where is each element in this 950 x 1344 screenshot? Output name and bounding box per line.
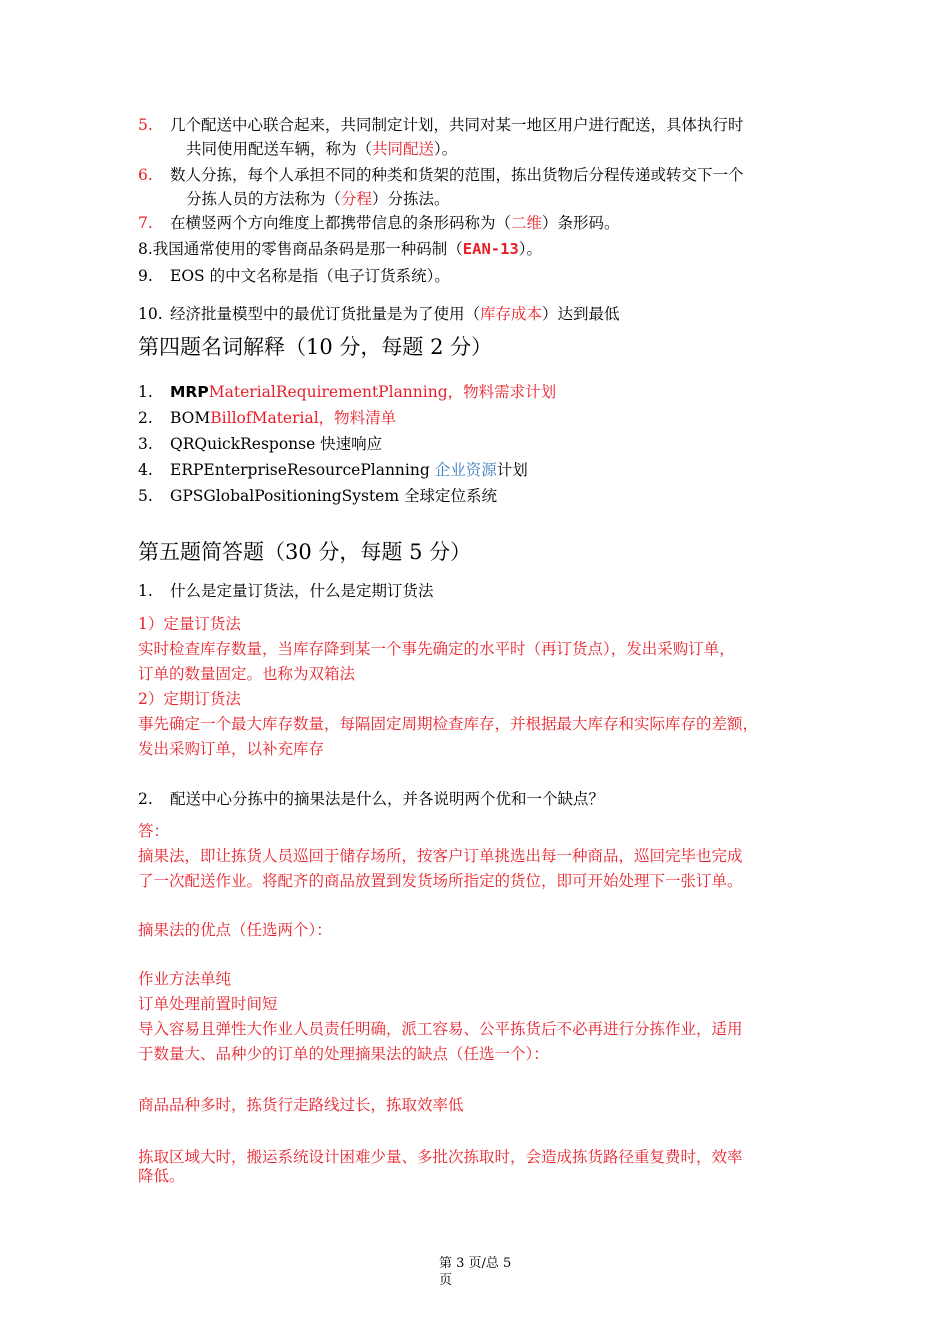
answer-text: EAN-13 [462,240,519,258]
answer-line: 于数量大、品种少的订单的处理摘果法的缺点（任选一个）： [138,1045,549,1063]
item-text: ）。 [518,240,543,258]
item-number: 2. [138,790,153,808]
item-number: 3. [138,435,153,453]
answer-line: 摘果法的优点（任选两个）： [138,921,332,939]
item-number: 2. [138,409,153,427]
item-text: 经济批量模型中的最优订货批量是为了使用（ [170,305,481,323]
answer-text: 分程 [341,190,373,208]
answer-line: 订单的数量固定。也称为双箱法 [138,665,356,683]
term-abbr: MRP [170,383,209,401]
term-abbr: BOM [170,409,211,427]
answer-text: 共同配送 [372,140,435,158]
term-text: GPSGlobalPositioningSystem 全球定位系统 [170,487,497,505]
answer-line: 实时检查库存数量，当库存降到某一个事先确定的水平时（再订货点），发出采购订单， [138,640,735,658]
item-text: ）。 [434,140,458,158]
question-1 [138,581,434,601]
answer-line: 摘果法，即让拣货人员巡回于储存场所，按客户订单挑选出每一种商品，巡回完毕也完成 [138,847,743,865]
item-number: 9. [138,267,153,285]
question-text: 什么是定量订货法，什么是定期订货法 [170,582,434,600]
answer-line: 2）定期订货法 [138,690,241,708]
item-number: 1. [138,582,153,600]
item-text: 共同使用配送车辆，称为（ [186,140,373,158]
item-number: 10. [138,305,163,323]
answer-text: 库存成本 [480,305,543,323]
item-text: 8.我国通常使用的零售商品条码是那一种码制（ [138,240,463,258]
term-item-4 [138,460,528,480]
term-item-1 [138,382,556,402]
term-item-2 [138,408,396,428]
fill-item-6-line2 [186,189,450,209]
answer-text: 二维 [511,214,543,232]
fill-item-5-line2 [186,139,457,159]
fill-item-10 [138,304,620,324]
item-text: EOS 的中文名称是指（电子订货系统）。 [170,267,450,285]
answer-line: 订单处理前置时间短 [138,995,278,1013]
term-item-3 [138,434,382,454]
term-definition: MaterialRequirementPlanning，物料需求计划 [208,383,557,401]
term-definition: BillofMaterial，物料清单 [210,409,397,427]
item-text: ）条形码。 [542,214,620,232]
term-text: ERPEnterpriseResourcePlanning [170,461,435,479]
term-link[interactable]: 企业资源 [434,461,497,479]
section-4-heading: 第四题名词解释（10 分，每题 2 分） [138,335,493,359]
item-text: 几个配送中心联合起来，共同制定计划，共同对某一地区用户进行配送，具体执行时 [170,116,744,134]
term-text: 计划 [496,461,528,479]
page-footer-line1: 第 3 页/总 5 [439,1256,512,1271]
item-text: 分拣人员的方法称为（ [186,190,342,208]
section-5-heading: 第五题简答题（30 分，每题 5 分） [138,540,472,564]
item-number: 6. [138,166,153,184]
answer-line: 答： [138,822,170,840]
answer-line: 1）定量订货法 [138,615,241,633]
item-text: ）达到最低 [542,305,620,323]
fill-item-9 [138,266,450,286]
answer-line: 拣取区域大时，搬运系统设计困难少量、多批次拣取时，会造成拣货路径重复费时，效率 [138,1148,743,1166]
answer-line: 降低。 [138,1167,185,1185]
question-text: 配送中心分拣中的摘果法是什么，并各说明两个优和一个缺点？ [170,790,605,808]
item-number: 1. [138,383,153,401]
item-text: 在横竖两个方向维度上都携带信息的条形码称为（ [170,214,512,232]
fill-item-7 [138,213,620,233]
question-2 [138,789,604,809]
item-number: 4. [138,461,153,479]
item-text: ）分拣法。 [372,190,450,208]
term-item-5 [138,486,497,506]
answer-line: 发出采购订单，以补充库存 [138,740,325,758]
answer-line: 了一次配送作业。将配齐的商品放置到发货场所指定的货位，即可开始处理下一张订单。 [138,872,743,890]
fill-item-6-line1 [138,165,744,185]
item-number: 7. [138,214,153,232]
fill-item-8 [138,239,542,259]
fill-item-5-line1 [138,115,744,135]
answer-line: 作业方法单纯 [138,970,232,988]
item-number: 5. [138,487,153,505]
page-footer-line2: 页 [439,1273,453,1288]
item-text: 数人分拣，每个人承担不同的种类和货架的范围，拣出货物后分程传递或转交下一个 [170,166,744,184]
answer-line: 商品品种多时，拣货行走路线过长，拣取效率低 [138,1096,464,1114]
item-number: 5. [138,116,153,134]
answer-line: 导入容易且弹性大作业人员责任明确，派工容易、公平拣货后不必再进行分拣作业，适用 [138,1020,743,1038]
term-text: QRQuickResponse 快速响应 [170,435,383,453]
answer-line: 事先确定一个最大库存数量，每隔固定周期检查库存，并根据最大库存和实际库存的差额， [138,715,759,733]
